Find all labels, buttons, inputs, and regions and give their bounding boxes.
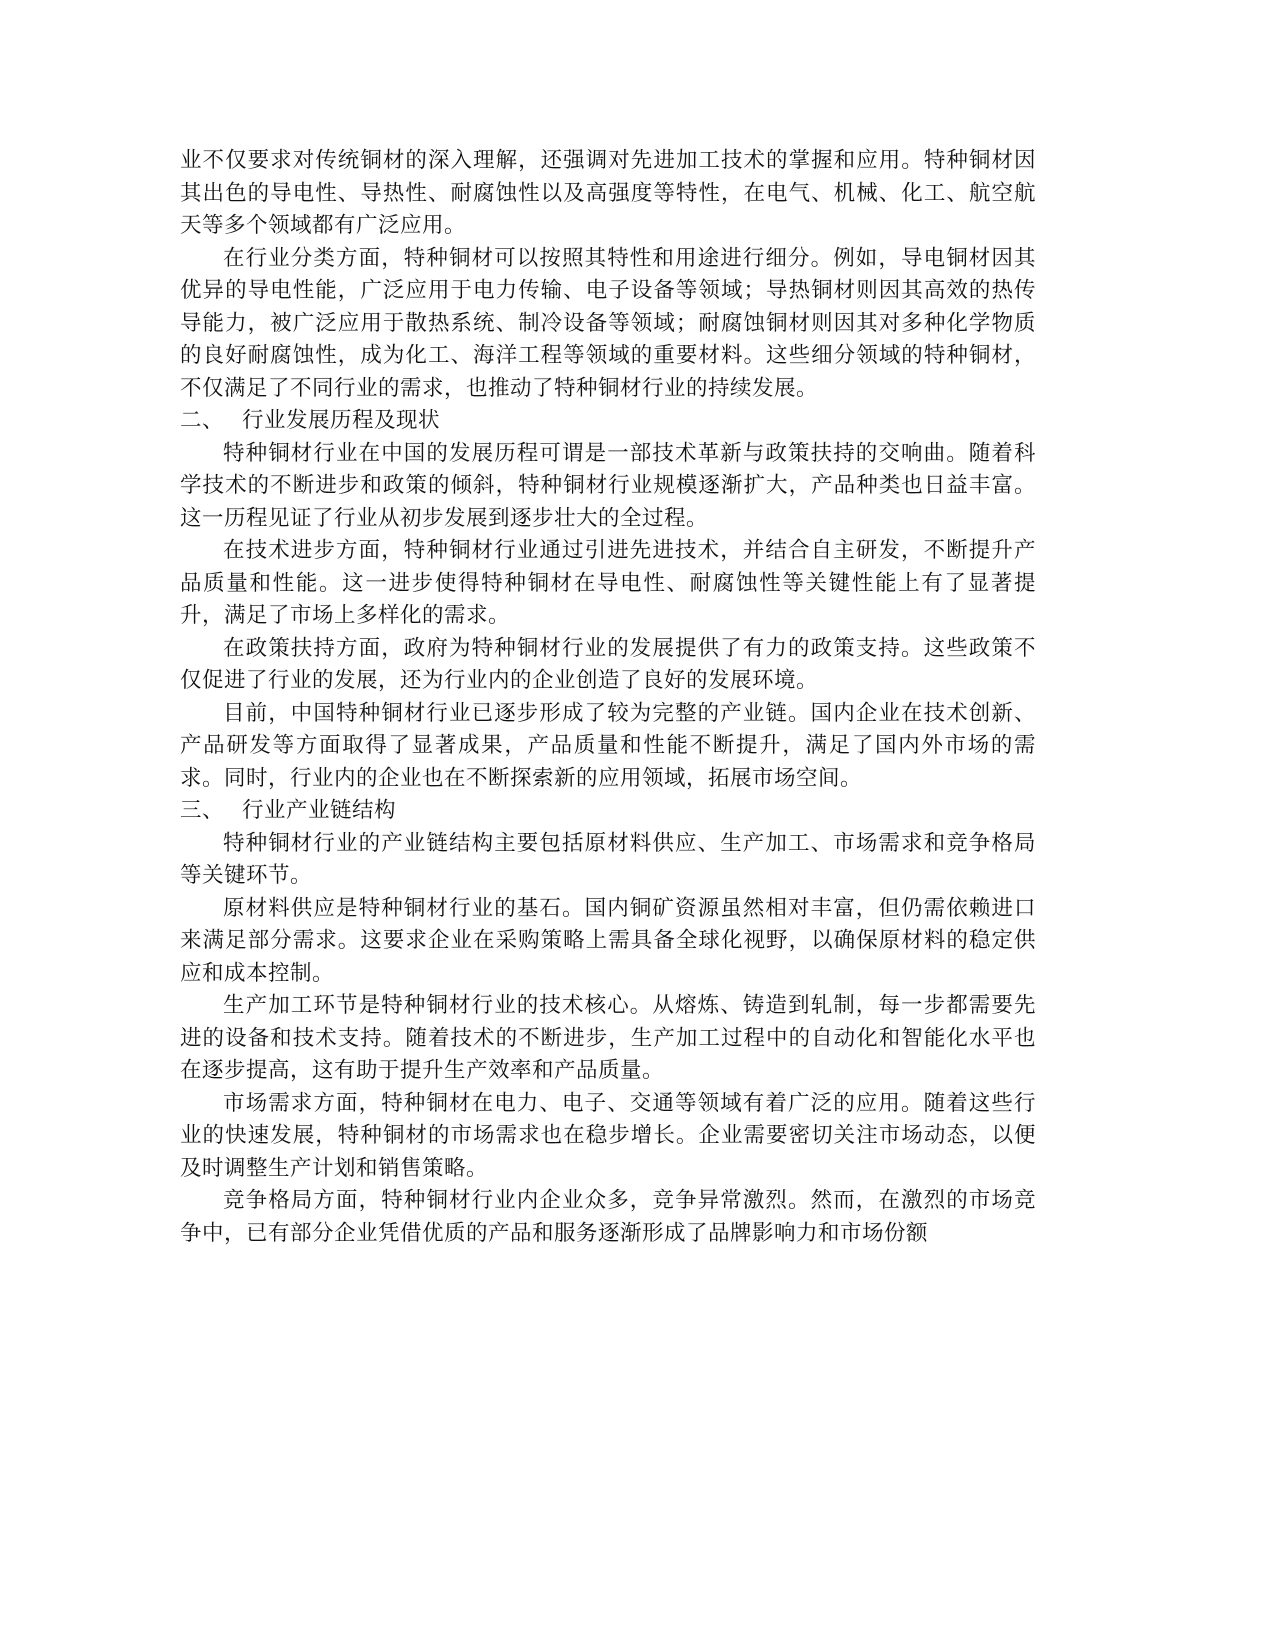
paragraph-continuation: 业不仅要求对传统铜材的深入理解，还强调对先进加工技术的掌握和应用。特种铜材因其出色的导电性、导热性、耐腐蚀性以及高强度等特性，在电气、机械、化工、航空航天等多个领域都有广泛应用。 (180, 148, 1036, 238)
paragraph-chain-overview: 特种铜材行业的产业链结构主要包括原材料供应、生产加工、市场需求和竞争格局等关键环节。 (180, 830, 1036, 888)
paragraph-industry-classification: 在行业分类方面，特种铜材可以按照其特性和用途进行细分。例如，导电铜材因其优异的导电性能，广泛应用于电力传输、电子设备等领域；导热铜材则因其高效的热传导能力，被广泛应用于散热系统、制冷设备等领域；耐腐蚀铜材则因其对多种化学物质的良好耐腐蚀性，成为化工、海洋工程等领域的重要材料。这些细分领域的特种铜材，不仅满足了不同行业的需求，也推动了特种铜材行业的持续发展。 (180, 245, 1036, 401)
section-number: 三、 (180, 798, 225, 823)
paragraph-development-overview: 特种铜材行业在中国的发展历程可谓是一部技术革新与政策扶持的交响曲。随着科学技术的不断进步和政策的倾斜，特种铜材行业规模逐渐扩大，产品种类也日益丰富。这一历程见证了行业从初步发展到逐步壮大的全过程。 (180, 440, 1036, 531)
section-heading-industry-chain (180, 795, 1036, 828)
paragraph-production-processing: 生产加工环节是特种铜材行业的技术核心。从熔炼、铸造到轧制，每一步都需要先进的设备和技术支持。随着技术的不断进步，生产加工过程中的自动化和智能化水平也在逐步提高，这有助于提升生产效率和产品质量。 (180, 993, 1036, 1083)
paragraph-market-demand: 市场需求方面，特种铜材在电力、电子、交通等领域有着广泛的应用。随着这些行业的快速发展，特种铜材的市场需求也在稳步增长。企业需要密切关注市场动态，以便及时调整生产计划和销售策略。 (180, 1090, 1036, 1181)
paragraph-competitive-landscape: 竞争格局方面，特种铜材行业内企业众多，竞争异常激烈。然而，在激烈的市场竞争中，已有部分企业凭借优质的产品和服务逐渐形成了品牌影响力和市场份额 (180, 1188, 1036, 1246)
document-page (180, 145, 1036, 1250)
paragraph-current-status: 目前，中国特种铜材行业已逐步形成了较为完整的产业链。国内企业在技术创新、产品研发等方面取得了显著成果，产品质量和性能不断提升，满足了国内外市场的需求。同时，行业内的企业也在不断探索新的应用领域，拓展市场空间。 (180, 700, 1036, 791)
section-heading-development-history (180, 405, 1036, 438)
paragraph-policy-support: 在政策扶持方面，政府为特种铜材行业的发展提供了有力的政策支持。这些政策不仅促进了行业的发展，还为行业内的企业创造了良好的发展环境。 (180, 635, 1036, 693)
section-title: 行业产业链结构 (242, 798, 397, 823)
paragraph-raw-material-supply: 原材料供应是特种铜材行业的基石。国内铜矿资源虽然相对丰富，但仍需依赖进口来满足部分需求。这要求企业在采购策略上需具备全球化视野，以确保原材料的稳定供应和成本控制。 (180, 895, 1036, 986)
section-title: 行业发展历程及现状 (242, 408, 441, 433)
paragraph-technology-progress: 在技术进步方面，特种铜材行业通过引进先进技术，并结合自主研发，不断提升产品质量和性能。这一进步使得特种铜材在导电性、耐腐蚀性等关键性能上有了显著提升，满足了市场上多样化的需求。 (180, 538, 1036, 628)
section-number: 二、 (180, 408, 225, 433)
